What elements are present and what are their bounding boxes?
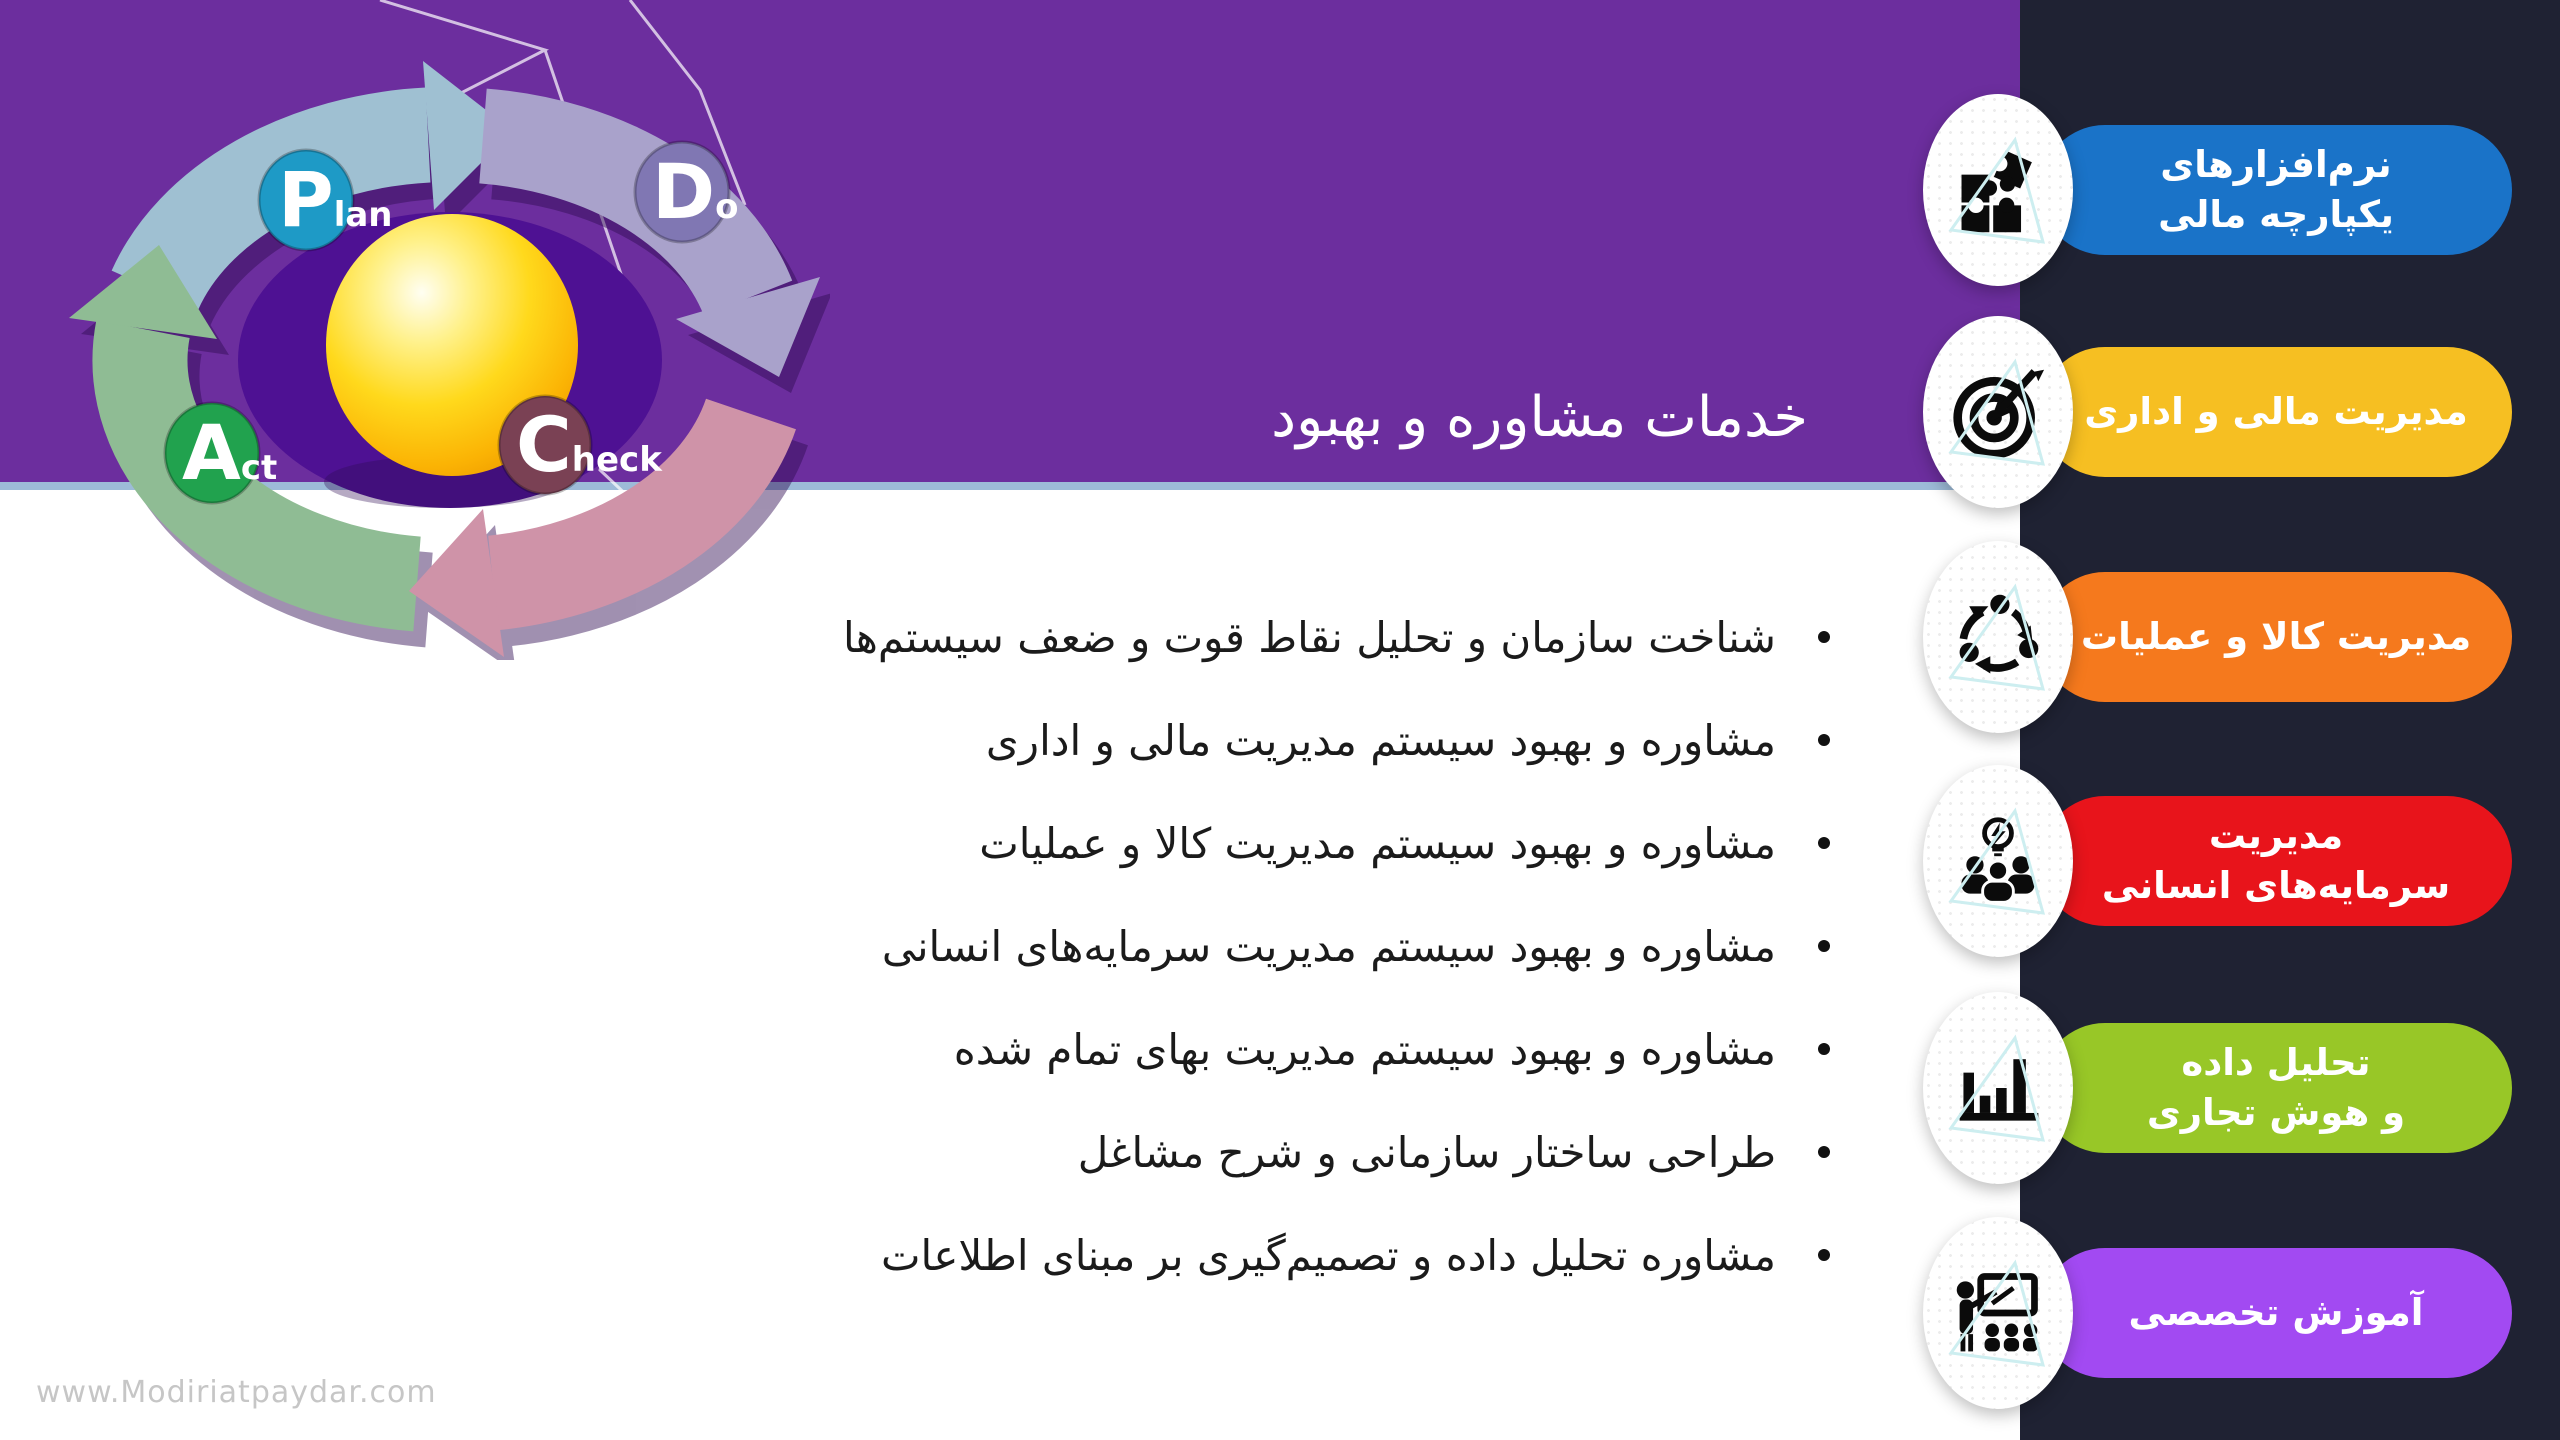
page-title: خدمات مشاوره و بهبود: [1271, 385, 1808, 450]
pill-button[interactable]: نرم‌افزارهای یکپارچه مالی: [2040, 125, 2512, 255]
list-item: مشاوره و بهبود سیستم مدیریت مالی و اداری: [680, 710, 1830, 770]
bullet-icon: [1818, 1146, 1830, 1158]
services-list: [680, 607, 1830, 1328]
sidebar-item-integrated-financial-software[interactable]: [1923, 94, 2560, 286]
bullet-icon: [1818, 837, 1830, 849]
pill-button[interactable]: تحلیل داده و هوش تجاری: [2040, 1023, 2512, 1153]
watermark-url: www.Modiriatpaydar.com: [36, 1375, 437, 1410]
bullet-icon: [1818, 631, 1830, 643]
list-item: مشاوره و بهبود سیستم مدیریت سرمایه‌های انسانی: [680, 916, 1830, 976]
sidebar-item-specialized-training[interactable]: [1923, 1217, 2560, 1409]
sidebar-item-financial-admin-management[interactable]: [1923, 316, 2560, 508]
list-item: طراحی ساختار سازمانی و شرح مشاغل: [680, 1122, 1830, 1182]
sidebar-item-human-capital-management[interactable]: [1923, 765, 2560, 957]
icon-circle[interactable]: [1923, 94, 2073, 286]
icon-circle[interactable]: [1923, 316, 2073, 508]
pill-button[interactable]: مدیریت مالی و اداری: [2040, 347, 2512, 477]
svg-text:Do: Do: [652, 147, 739, 236]
pill-button[interactable]: آموزش تخصصی: [2040, 1248, 2512, 1378]
list-item: مشاوره تحلیل داده و تصمیم‌گیری بر مبنای اطلاعات: [680, 1225, 1830, 1285]
pdca-diagram: [40, 0, 830, 660]
pill-button[interactable]: مدیریت سرمایه‌های انسانی: [2040, 796, 2512, 926]
svg-text:Plan: Plan: [278, 155, 393, 244]
sidebar-item-data-analysis-bi[interactable]: [1923, 992, 2560, 1184]
svg-text:Check: Check: [516, 400, 662, 489]
sidebar-item-goods-operations-management[interactable]: [1923, 541, 2560, 733]
bullet-icon: [1818, 940, 1830, 952]
icon-circle[interactable]: [1923, 1217, 2073, 1409]
icon-circle[interactable]: [1923, 541, 2073, 733]
bullet-icon: [1818, 734, 1830, 746]
svg-text:Act: Act: [182, 408, 278, 497]
list-item: شناخت سازمان و تحلیل نقاط قوت و ضعف سیستم‌ها: [680, 607, 1830, 667]
bullet-icon: [1818, 1249, 1830, 1261]
icon-circle[interactable]: [1923, 992, 2073, 1184]
list-item: مشاوره و بهبود سیستم مدیریت بهای تمام شده: [680, 1019, 1830, 1079]
pill-button[interactable]: مدیریت کالا و عملیات: [2040, 572, 2512, 702]
icon-circle[interactable]: [1923, 765, 2073, 957]
bullet-icon: [1818, 1043, 1830, 1055]
list-item: مشاوره و بهبود سیستم مدیریت کالا و عملیات: [680, 813, 1830, 873]
